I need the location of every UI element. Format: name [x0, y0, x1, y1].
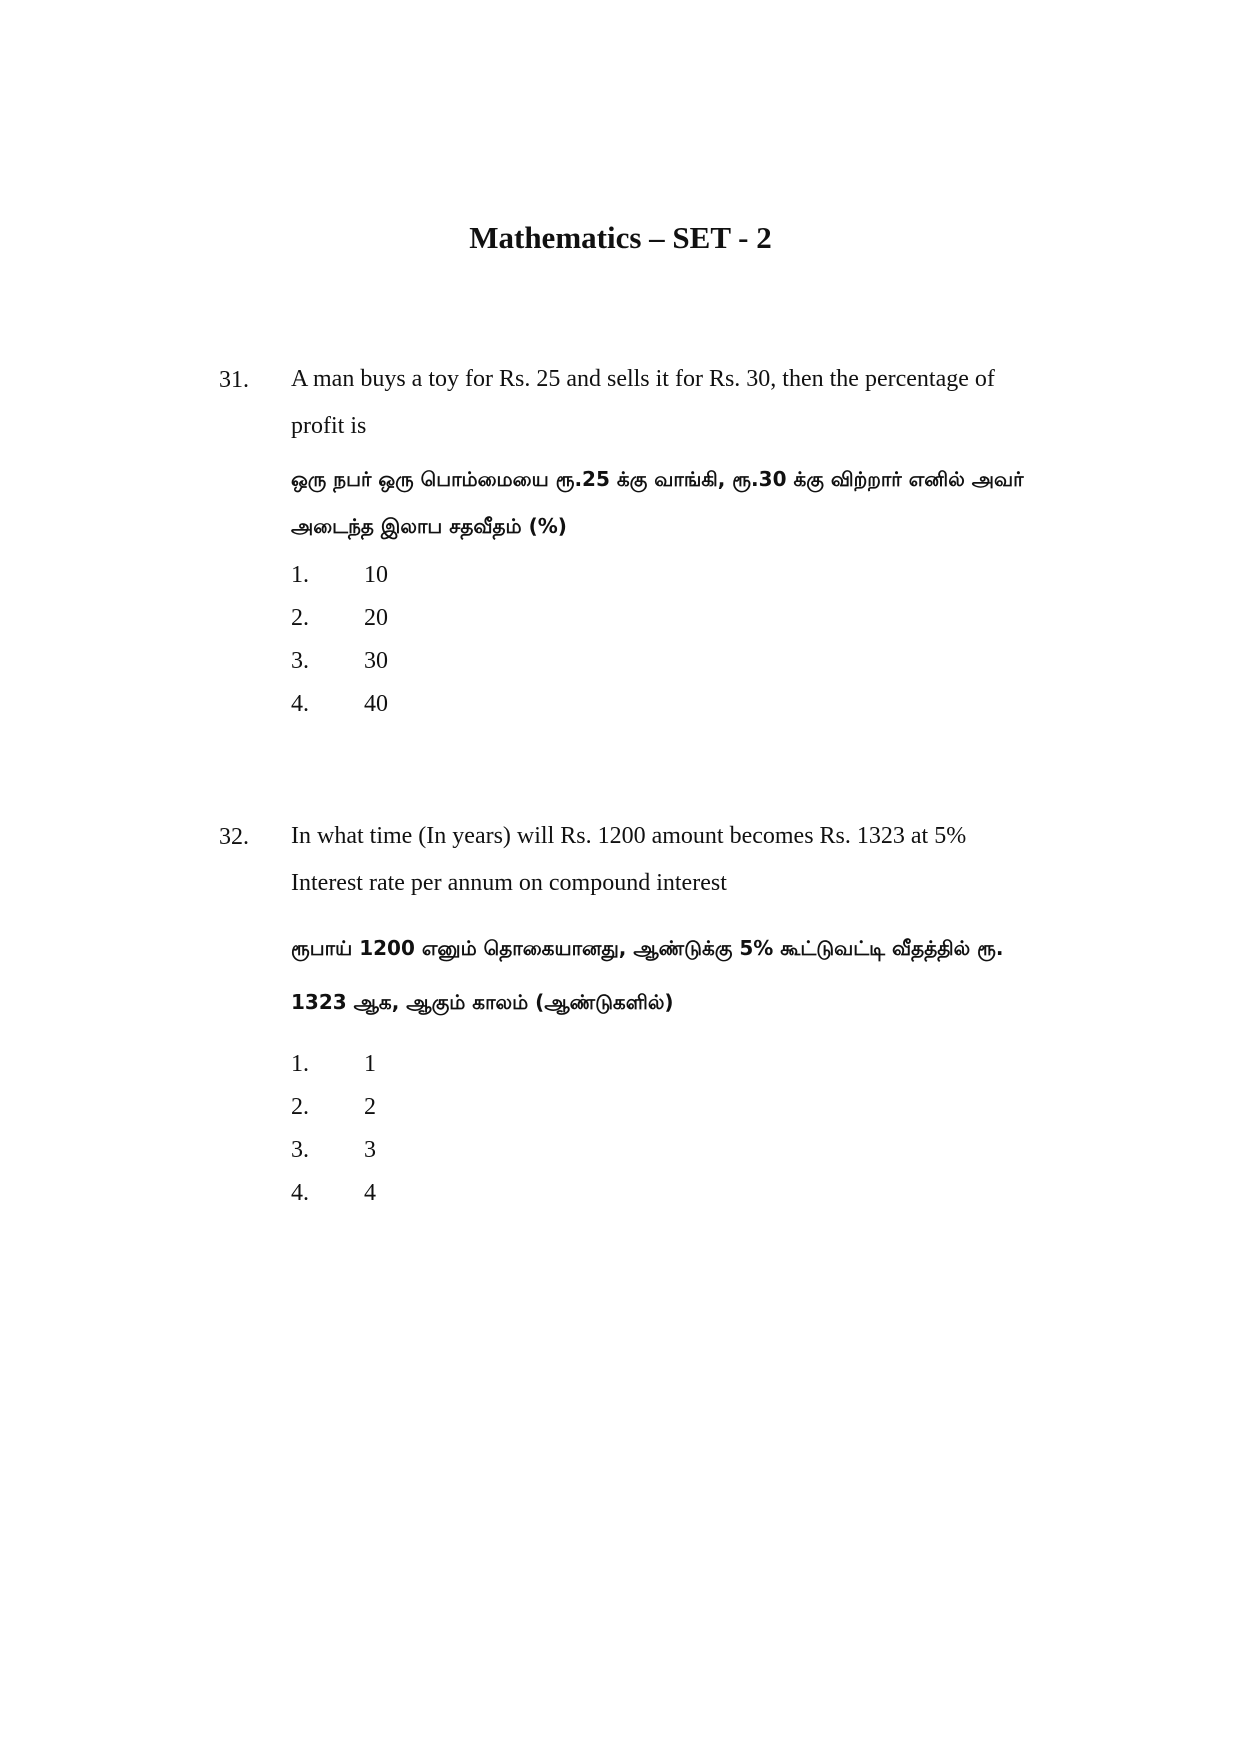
option-value: 40 [364, 691, 388, 717]
option-number: 4. [291, 691, 309, 717]
option-value: 20 [364, 605, 388, 631]
question-body [291, 362, 1031, 726]
option-3 [291, 640, 1031, 683]
page-title: Mathematics – SET - 2 [469, 220, 772, 255]
question-number: 32. [219, 824, 249, 850]
option-value: 1 [364, 1051, 376, 1077]
option-number: 2. [291, 605, 309, 631]
question-body [291, 819, 1031, 1215]
option-list [291, 1043, 1031, 1215]
option-number: 4. [291, 1180, 309, 1206]
option-value: 2 [364, 1094, 376, 1120]
question-text-tamil: ஒரு நபர் ஒரு பொம்மையை ரூ.25 க்கு வாங்கி, ரூ.30 க்கு விற்றார் எனில் அவர் அடைந்த இலாப சதவீதம் (%) [291, 467, 1024, 538]
option-4 [291, 683, 1031, 726]
option-4 [291, 1172, 1031, 1215]
question-text-tamil: ரூபாய் 1200 எனும் தொகையானது, ஆண்டுக்கு 5% கூட்டுவட்டி வீதத்தில் ரூ. 1323 ஆக, ஆகும் காலம் (ஆண்டுகளில்) [291, 936, 1004, 1014]
option-1 [291, 554, 1031, 597]
option-value: 10 [364, 562, 388, 588]
option-2 [291, 597, 1031, 640]
option-1 [291, 1043, 1031, 1086]
option-number: 3. [291, 648, 309, 674]
option-value: 30 [364, 648, 388, 674]
option-value: 4 [364, 1180, 376, 1206]
option-3 [291, 1129, 1031, 1172]
option-2 [291, 1086, 1031, 1129]
option-value: 3 [364, 1137, 376, 1163]
option-list [291, 554, 1031, 726]
question-number: 31. [219, 367, 249, 393]
question-text-english: In what time (In years) will Rs. 1200 amount becomes Rs. 1323 at 5% Interest rate per annum on compound interest [291, 823, 967, 896]
question-text-english: A man buys a toy for Rs. 25 and sells it for Rs. 30, then the percentage of profit is [291, 366, 995, 439]
option-number: 1. [291, 1051, 309, 1077]
option-number: 2. [291, 1094, 309, 1120]
option-number: 1. [291, 562, 309, 588]
option-number: 3. [291, 1137, 309, 1163]
